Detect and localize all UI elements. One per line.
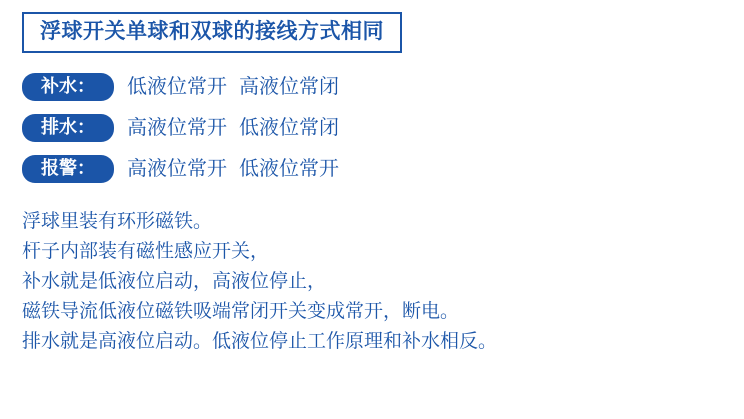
description-line: 杆子内部装有磁性感应开关， xyxy=(22,241,270,262)
tag-label-badge: 补水： xyxy=(22,73,114,101)
tag-value xyxy=(127,118,339,138)
description-line: 排水就是高液位启动。低液位停止工作原理和补水相反。 xyxy=(22,331,498,352)
description-line: 磁铁导流低液位磁铁吸端常闭开关变成常开，断电。 xyxy=(22,301,460,322)
document-page xyxy=(0,12,744,419)
tag-label-badge: 报警： xyxy=(22,155,114,183)
tag-value-part-a: 高液位常开 xyxy=(127,117,227,139)
tag-value-part-b: 低液位常开 xyxy=(239,158,339,180)
tag-value-part-b: 低液位常闭 xyxy=(239,117,339,139)
description-line: 浮球里装有环形磁铁。 xyxy=(22,211,213,232)
tag-value-part-a: 低液位常开 xyxy=(127,76,227,98)
tag-value xyxy=(127,77,339,97)
tag-row xyxy=(22,73,744,101)
tag-value xyxy=(127,159,339,179)
description-block xyxy=(22,207,744,357)
tag-list xyxy=(22,73,744,183)
tag-value-part-b: 高液位常闭 xyxy=(239,76,339,98)
tag-label-badge: 排水： xyxy=(22,114,114,142)
title-section xyxy=(22,12,744,53)
tag-row xyxy=(22,114,744,142)
title-box xyxy=(22,12,402,53)
description-line: 补水就是低液位启动，高液位停止， xyxy=(22,271,327,292)
tag-row xyxy=(22,155,744,183)
page-title: 浮球开关单球和双球的接线方式相同 xyxy=(40,20,384,43)
tag-value-part-a: 高液位常开 xyxy=(127,158,227,180)
